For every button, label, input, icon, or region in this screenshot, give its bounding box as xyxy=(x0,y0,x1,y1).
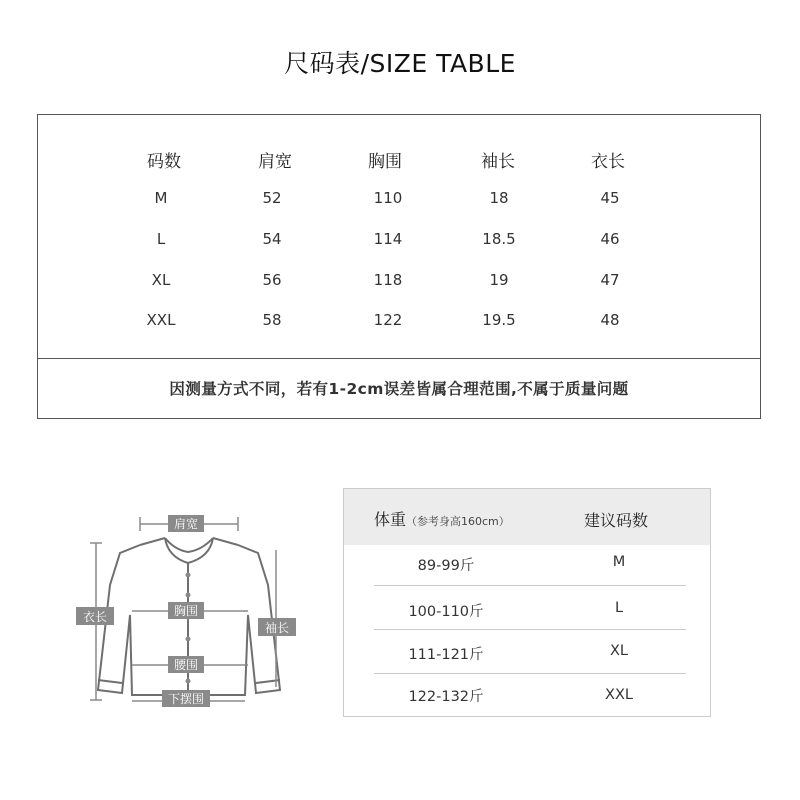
garment-diagram xyxy=(70,505,310,715)
table-cell: XXL xyxy=(146,311,176,329)
diagram-label-chest: 胸围 xyxy=(173,604,199,618)
col-header-weight-label: 体重 xyxy=(374,510,407,529)
diagram-label-length: 衣长 xyxy=(82,610,108,624)
table-cell: 56 xyxy=(262,271,282,289)
table-divider xyxy=(38,358,760,359)
col-header-size: 码数 xyxy=(147,152,181,172)
table-cell: 122 xyxy=(373,311,403,329)
table-cell: 52 xyxy=(262,189,282,207)
table-cell: 47 xyxy=(600,271,620,289)
weight-table-header xyxy=(344,489,710,545)
col-header-shoulder: 肩宽 xyxy=(258,152,292,172)
diagram-label-shoulder: 肩宽 xyxy=(173,517,199,531)
table-cell: 54 xyxy=(262,230,282,248)
table-cell: XL xyxy=(609,643,628,659)
table-cell: 18 xyxy=(489,189,509,207)
table-cell: 118 xyxy=(373,271,403,289)
diagram-label-waist: 腰围 xyxy=(173,658,199,672)
col-header-weight-note: （参考身高160cm） xyxy=(406,515,510,528)
col-header-weight xyxy=(374,507,510,530)
table-cell: 89-99斤 xyxy=(417,558,475,574)
table-cell: 48 xyxy=(600,311,620,329)
col-header-sleeve: 袖长 xyxy=(481,152,515,172)
table-cell: 122-132斤 xyxy=(408,689,484,705)
row-divider xyxy=(374,629,686,630)
table-cell: L xyxy=(156,230,166,248)
table-cell: 19.5 xyxy=(482,311,516,329)
table-cell: 110 xyxy=(373,189,403,207)
col-header-chest: 胸围 xyxy=(368,152,402,172)
diagram-label-sleeve: 袖长 xyxy=(264,621,290,635)
table-cell: XXL xyxy=(605,687,633,703)
shirt-illustration xyxy=(70,505,310,715)
table-cell: 46 xyxy=(600,230,620,248)
weight-table xyxy=(343,488,711,717)
table-cell: 100-110斤 xyxy=(408,604,484,620)
table-cell: 18.5 xyxy=(482,230,516,248)
col-header-length: 衣长 xyxy=(591,152,625,172)
diagram-label-hem: 下摆围 xyxy=(167,692,205,706)
table-cell: 111-121斤 xyxy=(408,647,484,663)
row-divider xyxy=(374,673,686,674)
col-header-recommended-size: 建议码数 xyxy=(584,511,649,530)
table-cell: M xyxy=(154,189,168,207)
table-cell: M xyxy=(612,554,626,570)
table-cell: XL xyxy=(151,271,171,289)
table-cell: 114 xyxy=(373,230,403,248)
table-cell: 58 xyxy=(262,311,282,329)
measurement-note: 因测量方式不同，若有1-2cm误差皆属合理范围,不属于质量问题 xyxy=(169,380,629,398)
table-cell: 19 xyxy=(489,271,509,289)
row-divider xyxy=(374,585,686,586)
table-cell: 45 xyxy=(600,189,620,207)
table-cell: L xyxy=(614,600,624,616)
size-table xyxy=(37,114,761,419)
page-title: 尺码表/SIZE TABLE xyxy=(284,49,516,78)
